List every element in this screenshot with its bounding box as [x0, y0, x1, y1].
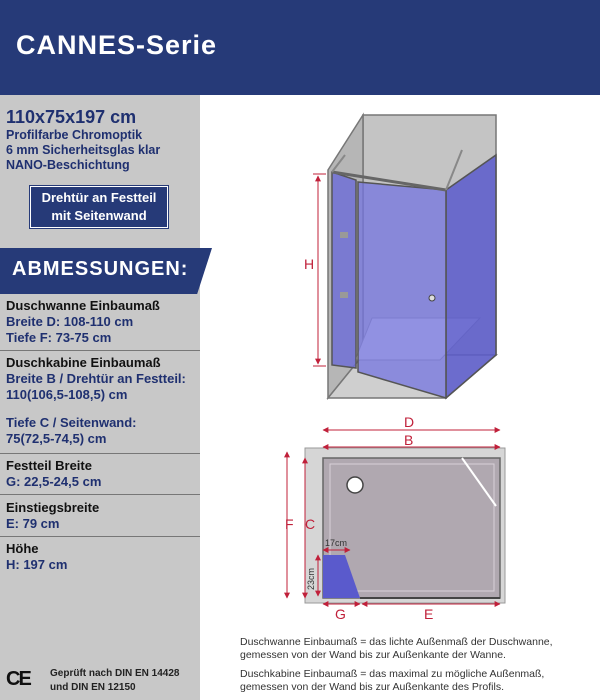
- floor-plan-diagram: [285, 414, 505, 622]
- spec-glass: 6 mm Sicherheitsglas klar: [6, 143, 161, 157]
- spec-profile: Profilfarbe Chromoptik: [6, 128, 143, 142]
- door-panel: [358, 182, 446, 398]
- hinge-icon: [340, 232, 348, 238]
- cert-line1: Geprüft nach DIN EN 14428: [50, 668, 180, 679]
- section-line: Tiefe F: 73-75 cm: [6, 330, 112, 345]
- plan-c-label: C: [305, 516, 316, 532]
- h-label: H: [304, 256, 315, 272]
- section-line: Tiefe C / Seitenwand:: [6, 415, 137, 430]
- ce-mark-icon: CE: [6, 668, 30, 690]
- section-line: G: 22,5-24,5 cm: [6, 474, 102, 489]
- type-badge-line1: Drehtür an Festteil: [41, 190, 157, 205]
- enclosure-3d-diagram: [304, 115, 496, 398]
- section-line: E: 79 cm: [6, 516, 60, 531]
- plan-d-label: D: [404, 414, 415, 430]
- section-line: 110(106,5-108,5) cm: [6, 387, 128, 402]
- section-head-festteil: Festteil Breite: [6, 458, 92, 473]
- section-head-duschkabine: Duschkabine Einbaumaß: [6, 355, 161, 370]
- plan-g-label: G: [335, 606, 346, 622]
- spec-size: 110x75x197 cm: [6, 107, 137, 127]
- section-line: Breite D: 108-110 cm: [6, 314, 134, 329]
- page-title: CANNES-Serie: [16, 30, 218, 60]
- section-line: Breite B / Drehtür an Festteil:: [6, 371, 186, 386]
- drain-icon: [347, 477, 363, 493]
- fixed-panel: [332, 172, 356, 368]
- section-head-einstieg: Einstiegsbreite: [6, 500, 100, 515]
- section-head-hoehe: Höhe: [6, 541, 39, 556]
- note-line: gemessen von der Wand bis zur Außenkante der Wanne.: [240, 649, 506, 661]
- plan-23cm-label: 23cm: [306, 567, 316, 590]
- plan-f-label: F: [285, 516, 294, 532]
- side-panel: [446, 155, 496, 398]
- spec-coating: NANO-Beschichtung: [6, 158, 130, 172]
- plan-e-label: E: [424, 606, 434, 622]
- hinge-icon: [340, 292, 348, 298]
- note-line: Duschwanne Einbaumaß = das lichte Außenmaß der Duschwanne,: [240, 636, 553, 648]
- cert-line2: und DIN EN 12150: [50, 682, 136, 693]
- note-line: Duschkabine Einbaumaß = das maximal zu mögliche Außenmaß,: [240, 668, 545, 680]
- section-line: 75(72,5-74,5) cm: [6, 431, 107, 446]
- plan-b-label: B: [404, 432, 414, 448]
- section-line: H: 197 cm: [6, 557, 68, 572]
- abmessungen-title: ABMESSUNGEN:: [12, 258, 189, 280]
- note-line: gemessen von der Wand bis zur Außenkante des Profils.: [240, 681, 504, 693]
- door-knob-icon: [429, 295, 435, 301]
- plan-17cm-label: 17cm: [325, 538, 348, 548]
- section-head-duschwanne: Duschwanne Einbaumaß: [6, 298, 160, 313]
- type-badge-line2: mit Seitenwand: [51, 208, 147, 223]
